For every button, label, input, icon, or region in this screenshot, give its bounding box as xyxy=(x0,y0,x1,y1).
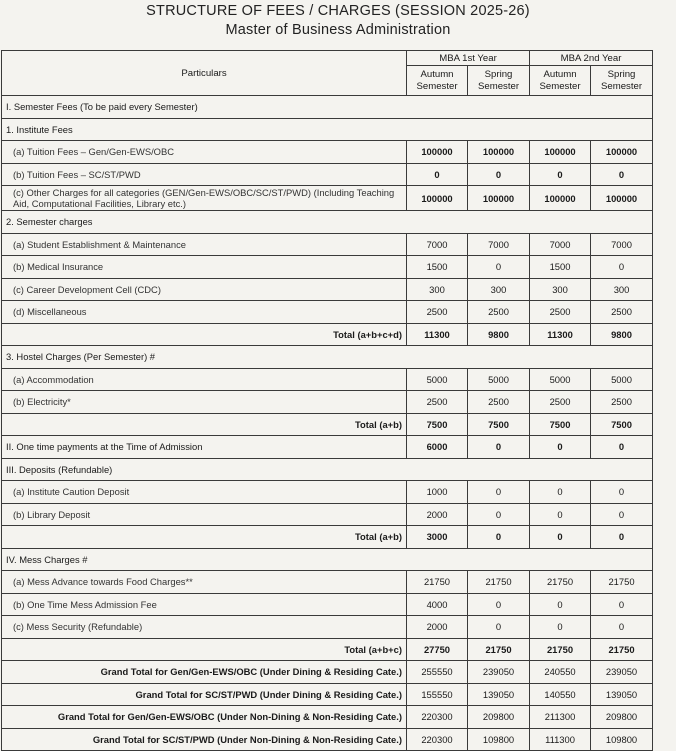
value-cell: 7000 xyxy=(591,233,653,256)
value-cell: 0 xyxy=(468,481,530,504)
row-label: (c) Other Charges for all categories (GEN/Gen-EWS/OBC/SC/ST/PWD) (Including Teaching Aid, Computational Facilities, Library etc.) xyxy=(2,186,407,211)
row-label: Grand Total for SC/ST/PWD (Under Non-Dining & Non-Residing Cate.) xyxy=(2,728,407,751)
value-cell: 100000 xyxy=(530,141,591,164)
row-label: (b) Medical Insurance xyxy=(2,256,407,279)
row-label: 2. Semester charges xyxy=(2,211,653,234)
table-row xyxy=(2,323,653,346)
value-cell: 0 xyxy=(591,481,653,504)
value-cell: 0 xyxy=(591,593,653,616)
value-cell: 0 xyxy=(530,593,591,616)
value-cell: 21750 xyxy=(591,571,653,594)
value-cell: 5000 xyxy=(530,368,591,391)
table-row xyxy=(2,436,653,459)
value-cell: 2500 xyxy=(530,301,591,324)
value-cell: 2000 xyxy=(407,503,468,526)
value-cell: 5000 xyxy=(591,368,653,391)
row-label: (b) Tuition Fees – SC/ST/PWD xyxy=(2,163,407,186)
value-cell: 100000 xyxy=(591,141,653,164)
year2-autumn-header: Autumn Semester xyxy=(530,66,591,96)
row-label: 1. Institute Fees xyxy=(2,118,653,141)
row-label: (b) Electricity* xyxy=(2,391,407,414)
row-label: (a) Accommodation xyxy=(2,368,407,391)
table-row xyxy=(2,481,653,504)
value-cell: 7000 xyxy=(407,233,468,256)
table-row xyxy=(2,368,653,391)
value-cell: 300 xyxy=(591,278,653,301)
row-label: II. One time payments at the Time of Admission xyxy=(2,436,407,459)
row-label: 3. Hostel Charges (Per Semester) # xyxy=(2,346,653,369)
table-row xyxy=(2,346,653,369)
value-cell: 0 xyxy=(468,616,530,639)
value-cell: 0 xyxy=(407,163,468,186)
table-row xyxy=(2,413,653,436)
row-label: Total (a+b) xyxy=(2,413,407,436)
row-label: (b) Library Deposit xyxy=(2,503,407,526)
table-row xyxy=(2,571,653,594)
row-label: (a) Student Establishment & Maintenance xyxy=(2,233,407,256)
value-cell: 7000 xyxy=(468,233,530,256)
value-cell: 100000 xyxy=(468,186,530,211)
value-cell: 2500 xyxy=(468,391,530,414)
table-row xyxy=(2,593,653,616)
value-cell: 0 xyxy=(530,526,591,549)
value-cell: 9800 xyxy=(468,323,530,346)
value-cell: 21750 xyxy=(407,571,468,594)
row-label: (c) Career Development Cell (CDC) xyxy=(2,278,407,301)
value-cell: 220300 xyxy=(407,728,468,751)
row-label: Grand Total for Gen/Gen-EWS/OBC (Under Non-Dining & Non-Residing Cate.) xyxy=(2,706,407,729)
year1-header: MBA 1st Year xyxy=(407,51,530,66)
value-cell: 100000 xyxy=(407,186,468,211)
value-cell: 21750 xyxy=(530,638,591,661)
value-cell: 27750 xyxy=(407,638,468,661)
value-cell: 5000 xyxy=(468,368,530,391)
year2-spring-header: Spring Semester xyxy=(591,66,653,96)
value-cell: 100000 xyxy=(530,186,591,211)
value-cell: 111300 xyxy=(530,728,591,751)
value-cell: 21750 xyxy=(530,571,591,594)
value-cell: 21750 xyxy=(468,638,530,661)
value-cell: 0 xyxy=(468,593,530,616)
table-row xyxy=(2,141,653,164)
value-cell: 0 xyxy=(591,616,653,639)
value-cell: 140550 xyxy=(530,683,591,706)
row-label: IV. Mess Charges # xyxy=(2,548,653,571)
value-cell: 7500 xyxy=(468,413,530,436)
row-label: Total (a+b+c+d) xyxy=(2,323,407,346)
value-cell: 239050 xyxy=(591,661,653,684)
value-cell: 300 xyxy=(530,278,591,301)
row-label: (a) Mess Advance towards Food Charges** xyxy=(2,571,407,594)
value-cell: 2500 xyxy=(407,301,468,324)
year1-autumn-header: Autumn Semester xyxy=(407,66,468,96)
row-label: (c) Mess Security (Refundable) xyxy=(2,616,407,639)
value-cell: 100000 xyxy=(591,186,653,211)
value-cell: 6000 xyxy=(407,436,468,459)
table-row xyxy=(2,186,653,211)
row-label: Grand Total for Gen/Gen-EWS/OBC (Under Dining & Residing Cate.) xyxy=(2,661,407,684)
value-cell: 109800 xyxy=(468,728,530,751)
row-label: Total (a+b+c) xyxy=(2,638,407,661)
row-label: (a) Institute Caution Deposit xyxy=(2,481,407,504)
value-cell: 4000 xyxy=(407,593,468,616)
value-cell: 0 xyxy=(468,436,530,459)
table-row xyxy=(2,233,653,256)
value-cell: 3000 xyxy=(407,526,468,549)
value-cell: 7500 xyxy=(591,413,653,436)
value-cell: 220300 xyxy=(407,706,468,729)
value-cell: 300 xyxy=(407,278,468,301)
table-row xyxy=(2,278,653,301)
value-cell: 100000 xyxy=(407,141,468,164)
row-label: (d) Miscellaneous xyxy=(2,301,407,324)
table-row xyxy=(2,458,653,481)
value-cell: 209800 xyxy=(591,706,653,729)
table-row xyxy=(2,301,653,324)
value-cell: 240550 xyxy=(530,661,591,684)
value-cell: 139050 xyxy=(468,683,530,706)
value-cell: 2500 xyxy=(468,301,530,324)
value-cell: 100000 xyxy=(468,141,530,164)
row-label: III. Deposits (Refundable) xyxy=(2,458,653,481)
value-cell: 2500 xyxy=(407,391,468,414)
value-cell: 1500 xyxy=(530,256,591,279)
row-label: (a) Tuition Fees – Gen/Gen-EWS/OBC xyxy=(2,141,407,164)
year1-spring-header: Spring Semester xyxy=(468,66,530,96)
table-row xyxy=(2,211,653,234)
fee-structure-table xyxy=(1,50,653,751)
value-cell: 255550 xyxy=(407,661,468,684)
value-cell: 0 xyxy=(530,503,591,526)
value-cell: 0 xyxy=(530,436,591,459)
value-cell: 209800 xyxy=(468,706,530,729)
value-cell: 155550 xyxy=(407,683,468,706)
row-label: Grand Total for SC/ST/PWD (Under Dining & Residing Cate.) xyxy=(2,683,407,706)
table-row xyxy=(2,616,653,639)
row-label: Total (a+b) xyxy=(2,526,407,549)
value-cell: 21750 xyxy=(468,571,530,594)
value-cell: 109800 xyxy=(591,728,653,751)
value-cell: 211300 xyxy=(530,706,591,729)
table-row xyxy=(2,503,653,526)
value-cell: 21750 xyxy=(591,638,653,661)
value-cell: 7500 xyxy=(530,413,591,436)
particulars-header: Particulars xyxy=(2,51,407,96)
value-cell: 0 xyxy=(591,503,653,526)
value-cell: 9800 xyxy=(591,323,653,346)
table-row xyxy=(2,391,653,414)
page-subtitle: Master of Business Administration xyxy=(225,22,451,38)
value-cell: 7500 xyxy=(407,413,468,436)
table-row xyxy=(2,706,653,729)
value-cell: 2500 xyxy=(530,391,591,414)
value-cell: 2500 xyxy=(591,391,653,414)
row-label: I. Semester Fees (To be paid every Semester) xyxy=(2,96,653,119)
value-cell: 0 xyxy=(591,526,653,549)
year2-header: MBA 2nd Year xyxy=(530,51,653,66)
value-cell: 1000 xyxy=(407,481,468,504)
value-cell: 2500 xyxy=(591,301,653,324)
value-cell: 300 xyxy=(468,278,530,301)
value-cell: 0 xyxy=(591,163,653,186)
value-cell: 239050 xyxy=(468,661,530,684)
value-cell: 11300 xyxy=(530,323,591,346)
table-row xyxy=(2,661,653,684)
row-label: (b) One Time Mess Admission Fee xyxy=(2,593,407,616)
table-row xyxy=(2,163,653,186)
value-cell: 0 xyxy=(530,163,591,186)
value-cell: 1500 xyxy=(407,256,468,279)
table-row xyxy=(2,256,653,279)
value-cell: 2000 xyxy=(407,616,468,639)
table-row xyxy=(2,96,653,119)
table-row xyxy=(2,683,653,706)
value-cell: 0 xyxy=(468,256,530,279)
value-cell: 0 xyxy=(468,163,530,186)
value-cell: 11300 xyxy=(407,323,468,346)
fee-table-body xyxy=(2,96,653,751)
value-cell: 0 xyxy=(530,481,591,504)
table-row xyxy=(2,526,653,549)
value-cell: 0 xyxy=(530,616,591,639)
value-cell: 0 xyxy=(591,256,653,279)
table-row xyxy=(2,548,653,571)
value-cell: 7000 xyxy=(530,233,591,256)
table-row xyxy=(2,728,653,751)
value-cell: 0 xyxy=(468,526,530,549)
table-row xyxy=(2,638,653,661)
page-title: STRUCTURE OF FEES / CHARGES (SESSION 2025-26) xyxy=(146,3,530,19)
value-cell: 139050 xyxy=(591,683,653,706)
value-cell: 0 xyxy=(468,503,530,526)
value-cell: 5000 xyxy=(407,368,468,391)
table-row xyxy=(2,118,653,141)
value-cell: 0 xyxy=(591,436,653,459)
